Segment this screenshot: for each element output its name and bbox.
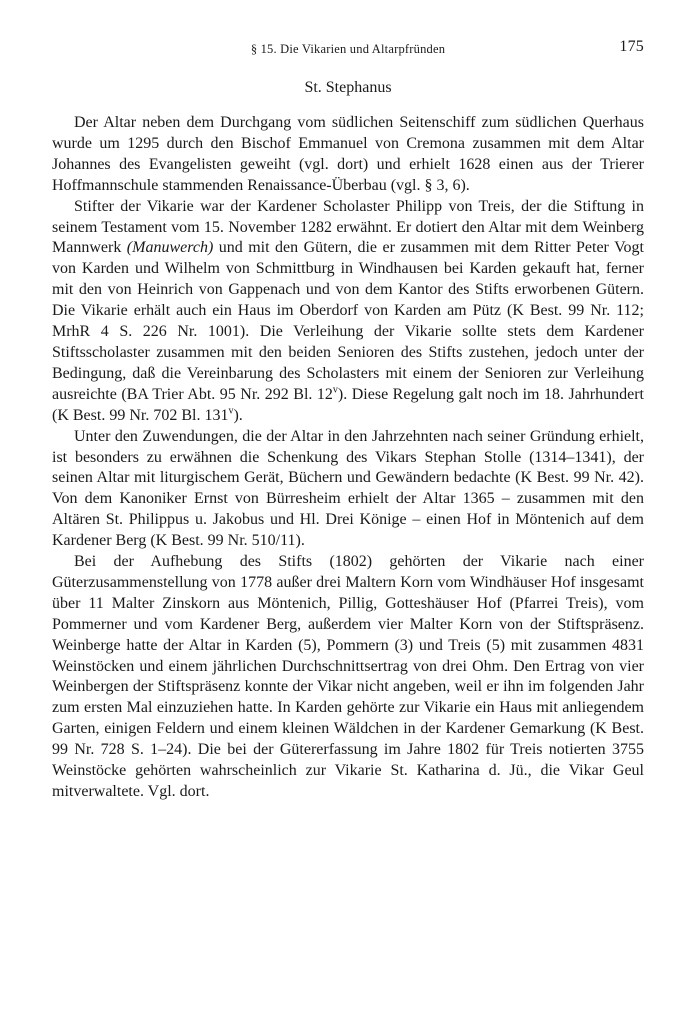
paragraph-2-superscript-2: v bbox=[228, 405, 234, 417]
section-title: St. Stephanus bbox=[304, 79, 392, 96]
paragraph-2-italic-term: (Manuwerch) bbox=[126, 239, 214, 257]
paragraph-2-part-d: ). bbox=[233, 406, 243, 424]
paragraph-2-part-c: ). Diese Regelung galt noch im 18. Jahrhundert (K Best. 99 Nr. 702 Bl. 131 bbox=[52, 385, 645, 424]
paragraph-3: Unter den Zuwendungen, die der Altar in den Jahrzehnten nach seiner Gründung erhielt, ist besonders zu erwähnen die Schenkung des Vikars Stephan Stolle (1314–1341), der seinen Altar mit liturgischem Gerät, Büchern und Gewändern bedachte (K Best. 99 Nr. 42). Von dem Kanoniker Ernst von Bürresheim erhielt der Altar 1365 – zusammen mit den Altären St. Philippus u. Jakobus und Hl. Drei Könige – einen Hof in Möntenich auf dem Kardener Berg (K Best. 99 Nr. 510/11). bbox=[52, 427, 644, 550]
paragraph-2-superscript-1: v bbox=[332, 384, 338, 396]
running-title: § 15. Die Vikarien und Altarpfründen bbox=[250, 42, 446, 56]
body-text bbox=[52, 113, 644, 803]
paragraph-1: Der Altar neben dem Durchgang vom südlichen Seitenschiff zum südlichen Querhaus wurde um 1295 durch den Bischof Emmanuel von Cremona zusammen mit dem Altar Johannes des Evangelisten geweiht (vgl. dort) und erhielt 1628 einen aus der Trierer Hoffmannschule stammenden Renaissance-Überbau (vgl. § 3, 6). bbox=[52, 114, 644, 194]
paragraph-2-part-b: und mit den Gütern, die er zusammen mit dem Ritter Peter Vogt von Karden und Wilhelm von Schmittburg in Windhausen bei Karden gekauft hat, ferner mit den von Heinrich von Gappenach und von dem Kantor des Stifts erworbenen Gütern. Die Vikarie erhält auch ein Haus im Oberdorf von Karden am Pütz (K Best. 99 Nr. 112; MrhR 4 S. 226 Nr. 1001). Die Verleihung der Vikarie sollte stets dem Kardener Stiftsscholaster zusammen mit den beiden Senioren des Stifts zustehen, jedoch unter der Bedingung, daß die Vereinbarung des Scholasters mit einem der Senioren zur Verleihung ausreichte (BA Trier Abt. 95 Nr. 292 Bl. 12 bbox=[52, 239, 645, 403]
paragraph-2 bbox=[52, 197, 644, 427]
running-head bbox=[52, 38, 644, 60]
paragraph-2-part-a: Stifter der Vikarie war der Kardener Scholaster Philipp von Treis, der die Stiftung in seinem Testament vom 15. November 1282 erwähnt. Er dotiert den Altar mit dem Weinberg Mannwerk bbox=[52, 197, 644, 257]
paragraph-4: Bei der Aufhebung des Stifts (1802) gehörten der Vikarie nach einer Güterzusammenstellung von 1778 außer drei Maltern Korn vom Windhäuser Hof insgesamt über 11 Malter Zinskorn aus Möntenich, Pillig, Gotteshäuser Hof (Pfarrei Treis), vom Pommerner und vom Kardener Berg, außerdem vier Malter Korn von der Stiftspräsenz. Weinberge hatte der Altar in Karden (5), Pommern (3) und Treis (5) mit zusammen 4831 Weinstöcken und einem jährlichen Durchschnittsertrag von drei Ohm. Den Ertrag von vier Weinbergen der Stiftspräsenz konnte der Vikar nicht angeben, weil er ihn im folgenden Jahr zum ersten Mal einzuziehen hatte. In Karden gehörte zur Vikarie ein Haus mit anliegendem Garten, einigen Feldern und einem kleinen Wäldchen in der Kardener Gemarkung (K Best. 99 Nr. 728 S. 1–24). Die bei der Gütererfassung im Jahre 1802 für Treis notierten 3755 Weinstöcke gehörten wahrscheinlich zur Vikarie St. Katharina d. Jü., die Vikar Geul mitverwaltete. Vgl. dort. bbox=[52, 553, 644, 800]
page-number: 175 bbox=[619, 38, 644, 55]
book-page bbox=[52, 38, 644, 803]
